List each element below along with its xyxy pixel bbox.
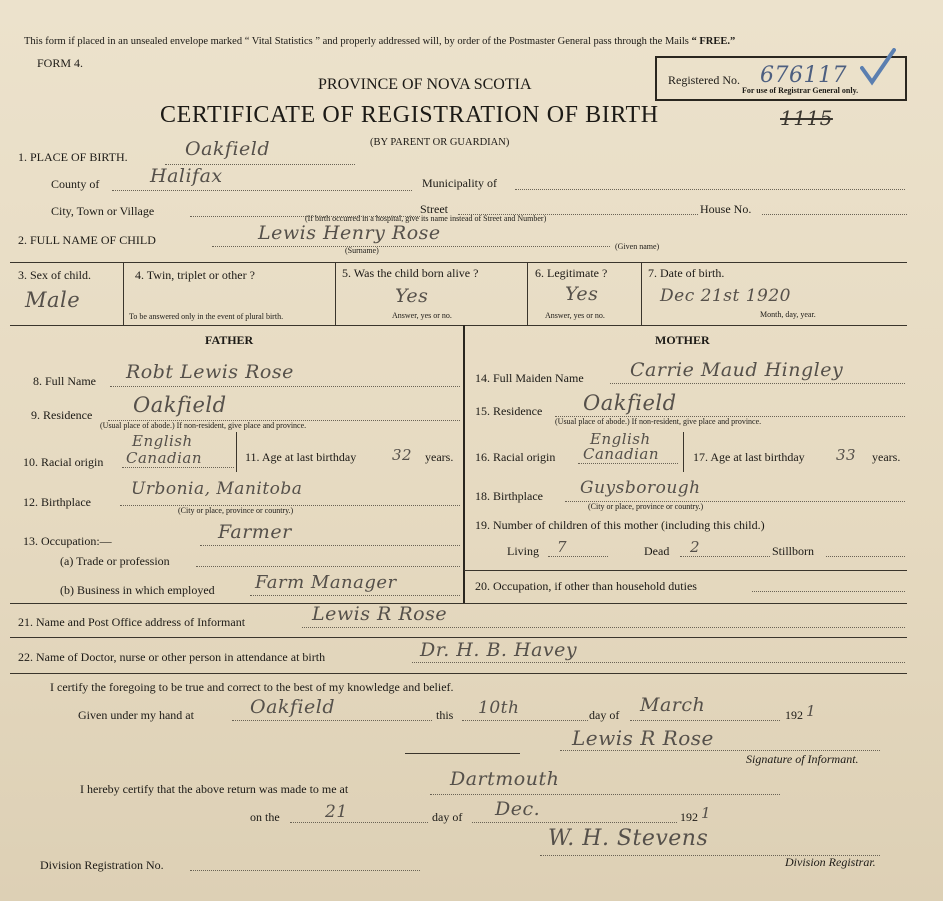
registrar-place-value: Dartmouth bbox=[450, 768, 560, 790]
stillborn-line bbox=[826, 556, 905, 557]
day-line bbox=[462, 720, 588, 721]
child-name-label: 2. FULL NAME OF CHILD bbox=[18, 233, 156, 247]
stillborn-label: Stillborn bbox=[772, 544, 815, 558]
informant-signature-label: Signature of Informant. bbox=[746, 752, 859, 766]
dead-value: 2 bbox=[690, 538, 701, 556]
row3-divider-4 bbox=[641, 262, 642, 325]
informant-line bbox=[302, 627, 905, 628]
alive-label: 5. Was the child born alive ? bbox=[342, 266, 479, 280]
dob-note: Month, day, year. bbox=[760, 310, 816, 319]
certificate-subtitle: (BY PARENT OR GUARDIAN) bbox=[370, 137, 510, 148]
father-residence-value: Oakfield bbox=[133, 393, 227, 417]
on-the-label: on the bbox=[250, 810, 280, 824]
mother-maiden-label: 14. Full Maiden Name bbox=[475, 371, 584, 385]
registrar-year-digit: 1 bbox=[701, 804, 712, 822]
father-age-label: 11. Age at last birthday bbox=[245, 450, 357, 464]
business-label: (b) Business in which employed bbox=[60, 583, 215, 597]
house-number-line bbox=[762, 214, 907, 215]
father-birthplace-label: 12. Birthplace bbox=[23, 495, 91, 509]
father-age-unit: years. bbox=[425, 450, 454, 464]
county-value: Halifax bbox=[150, 165, 223, 187]
father-racial-value: Canadian bbox=[126, 449, 203, 467]
given-place-line bbox=[232, 720, 432, 721]
doctor-bottom-border bbox=[10, 673, 907, 674]
street-note: (If birth occurred in a hospital, give its name instead of Street and Number) bbox=[305, 214, 547, 223]
check-mark-icon bbox=[860, 48, 896, 88]
registered-number: 676117 bbox=[760, 63, 847, 88]
dead-line bbox=[680, 556, 770, 557]
father-trade-line bbox=[196, 566, 460, 567]
sex-label: 3. Sex of child. bbox=[18, 268, 91, 282]
father-racial-divider bbox=[236, 432, 237, 472]
year-prefix: 192 bbox=[785, 708, 803, 722]
signature-separator bbox=[405, 753, 520, 754]
county-label: County of bbox=[51, 177, 100, 191]
postal-notice-text: This form if placed in an unsealed envelope marked “ Vital Statistics ” and properly addressed will, by order of the Postmaster General pass through the Mails bbox=[24, 36, 689, 47]
surname-note: (Surname) bbox=[345, 246, 379, 255]
living-label: Living bbox=[507, 544, 539, 558]
dob-value: Dec 21st 1920 bbox=[660, 286, 791, 306]
registered-label: Registered No. bbox=[668, 73, 740, 87]
mother-racial-value: Canadian bbox=[583, 445, 660, 463]
registrar-statement: I hereby certify that the above return was made to me at bbox=[80, 782, 349, 796]
legitimate-label: 6. Legitimate ? bbox=[535, 266, 608, 280]
day-of-label: day of bbox=[589, 708, 620, 722]
given-name-note: (Given name) bbox=[615, 242, 660, 251]
mother-racial-divider bbox=[683, 432, 684, 472]
province-heading: PROVINCE OF NOVA SCOTIA bbox=[318, 76, 532, 93]
certification-statement: I certify the foregoing to be true and correct to the best of my knowledge and belief. bbox=[50, 680, 454, 694]
division-number-line bbox=[190, 870, 420, 871]
municipality-label: Municipality of bbox=[422, 176, 497, 190]
dob-label: 7. Date of birth. bbox=[648, 266, 725, 280]
alive-note: Answer, yes or no. bbox=[392, 311, 452, 320]
informant-label: 21. Name and Post Office address of Informant bbox=[18, 615, 246, 629]
county-line bbox=[112, 190, 412, 191]
title-annotation: 1115 bbox=[780, 106, 833, 130]
place-of-birth-value: Oakfield bbox=[185, 138, 271, 160]
alive-value: Yes bbox=[395, 285, 429, 307]
legitimate-value: Yes bbox=[565, 283, 599, 305]
father-birthplace-value: Urbonia, Manitoba bbox=[131, 479, 303, 499]
certificate-title: CERTIFICATE OF REGISTRATION OF BIRTH bbox=[160, 102, 659, 128]
registrar-signature: W. H. Stevens bbox=[548, 826, 709, 851]
living-value: 7 bbox=[557, 538, 568, 556]
municipality-line bbox=[515, 189, 905, 190]
father-age-value: 32 bbox=[392, 446, 413, 464]
informant-bottom-border bbox=[10, 637, 907, 638]
registrar-day-of-label: day of bbox=[432, 810, 463, 824]
row3-bottom-border bbox=[10, 325, 907, 326]
row3-divider-3 bbox=[527, 262, 528, 325]
father-business-value: Farm Manager bbox=[255, 572, 397, 593]
mother-occupation-line bbox=[752, 591, 905, 592]
parents-bottom-border bbox=[10, 603, 907, 604]
father-name-line bbox=[110, 386, 460, 387]
father-residence-label: 9. Residence bbox=[31, 408, 93, 422]
postal-notice bbox=[24, 36, 735, 47]
city-label: City, Town or Village bbox=[51, 204, 155, 218]
mother-header: MOTHER bbox=[655, 333, 710, 347]
row3-divider-2 bbox=[335, 262, 336, 325]
mother-birthplace-note: (City or place, province or country.) bbox=[588, 502, 704, 511]
dead-label: Dead bbox=[644, 544, 670, 558]
mother-birthplace-label: 18. Birthplace bbox=[475, 489, 543, 503]
mother-residence-note: (Usual place of abode.) If non-resident, give place and province. bbox=[555, 417, 762, 426]
father-header: FATHER bbox=[205, 333, 254, 347]
father-name-value: Robt Lewis Rose bbox=[126, 361, 294, 383]
father-trade-line-top bbox=[200, 545, 460, 546]
registrar-signature-label: Division Registrar. bbox=[785, 855, 876, 869]
row3-top-border bbox=[10, 262, 907, 263]
place-of-birth-label: 1. PLACE OF BIRTH. bbox=[18, 150, 128, 164]
mother-maiden-value: Carrie Maud Hingley bbox=[630, 359, 844, 381]
year-digit: 1 bbox=[806, 702, 817, 720]
father-racial-label: 10. Racial origin bbox=[23, 455, 104, 469]
informant-value: Lewis R Rose bbox=[312, 603, 448, 625]
house-number-label: House No. bbox=[700, 202, 752, 216]
given-label: Given under my hand at bbox=[78, 708, 194, 722]
mother-racial-above: English bbox=[590, 430, 651, 448]
legitimate-note: Answer, yes or no. bbox=[545, 311, 605, 320]
registered-note: For use of Registrar General only. bbox=[742, 86, 859, 95]
trade-label: (a) Trade or profession bbox=[60, 554, 170, 568]
sex-value: Male bbox=[25, 288, 81, 312]
doctor-label: 22. Name of Doctor, nurse or other person in attendance at birth bbox=[18, 650, 326, 664]
father-racial-above: English bbox=[132, 432, 193, 450]
month-value: March bbox=[640, 694, 706, 716]
mother-age-value: 33 bbox=[836, 446, 857, 464]
mother-age-unit: years. bbox=[872, 450, 901, 464]
informant-signature: Lewis R Rose bbox=[572, 726, 714, 750]
form-number: FORM 4. bbox=[37, 56, 84, 70]
father-birthplace-note: (City or place, province or country.) bbox=[178, 506, 294, 515]
division-number-label: Division Registration No. bbox=[40, 858, 164, 872]
father-racial-line bbox=[122, 467, 234, 468]
row3-divider-1 bbox=[123, 262, 124, 325]
living-line bbox=[548, 556, 608, 557]
street-label: Street bbox=[420, 202, 448, 216]
mother-residence-label: 15. Residence bbox=[475, 404, 543, 418]
registrar-month-line bbox=[472, 822, 677, 823]
twin-note: To be answered only in the event of plural birth. bbox=[129, 312, 284, 321]
child-name-line bbox=[212, 246, 610, 247]
mother-occupation-label: 20. Occupation, if other than household duties bbox=[475, 579, 697, 593]
children-count-label: 19. Number of children of this mother (including this child.) bbox=[475, 518, 765, 532]
mother-racial-label: 16. Racial origin bbox=[475, 450, 556, 464]
mother-age-label: 17. Age at last birthday bbox=[693, 450, 805, 464]
mother-birthplace-value: Guysborough bbox=[580, 478, 701, 498]
mother-residence-value: Oakfield bbox=[583, 391, 677, 415]
day-value: 10th bbox=[478, 698, 520, 718]
registrar-place-line bbox=[430, 794, 780, 795]
mother-maiden-line bbox=[610, 383, 905, 384]
month-line bbox=[630, 720, 780, 721]
father-residence-note: (Usual place of abode.) If non-resident, give place and province. bbox=[100, 421, 307, 430]
twin-label: 4. Twin, triplet or other ? bbox=[135, 268, 255, 282]
free-label: “ FREE.” bbox=[691, 36, 736, 47]
child-name-value: Lewis Henry Rose bbox=[258, 222, 441, 244]
registrar-month-value: Dec. bbox=[495, 798, 541, 820]
registrar-year-prefix: 192 bbox=[680, 810, 698, 824]
doctor-line bbox=[412, 662, 905, 663]
father-occupation-label: 13. Occupation:— bbox=[23, 534, 112, 548]
informant-signature-line bbox=[560, 750, 880, 751]
doctor-value: Dr. H. B. Havey bbox=[420, 639, 578, 661]
occupation-divider bbox=[464, 570, 907, 571]
parents-divider bbox=[463, 325, 465, 603]
registrar-day-line bbox=[290, 822, 428, 823]
father-name-label: 8. Full Name bbox=[33, 374, 96, 388]
father-business-line bbox=[250, 595, 460, 596]
mother-racial-line bbox=[578, 463, 678, 464]
this-label: this bbox=[436, 708, 454, 722]
father-trade-value: Farmer bbox=[218, 521, 292, 543]
given-place-value: Oakfield bbox=[250, 696, 336, 718]
registrar-day-value: 21 bbox=[325, 802, 348, 822]
